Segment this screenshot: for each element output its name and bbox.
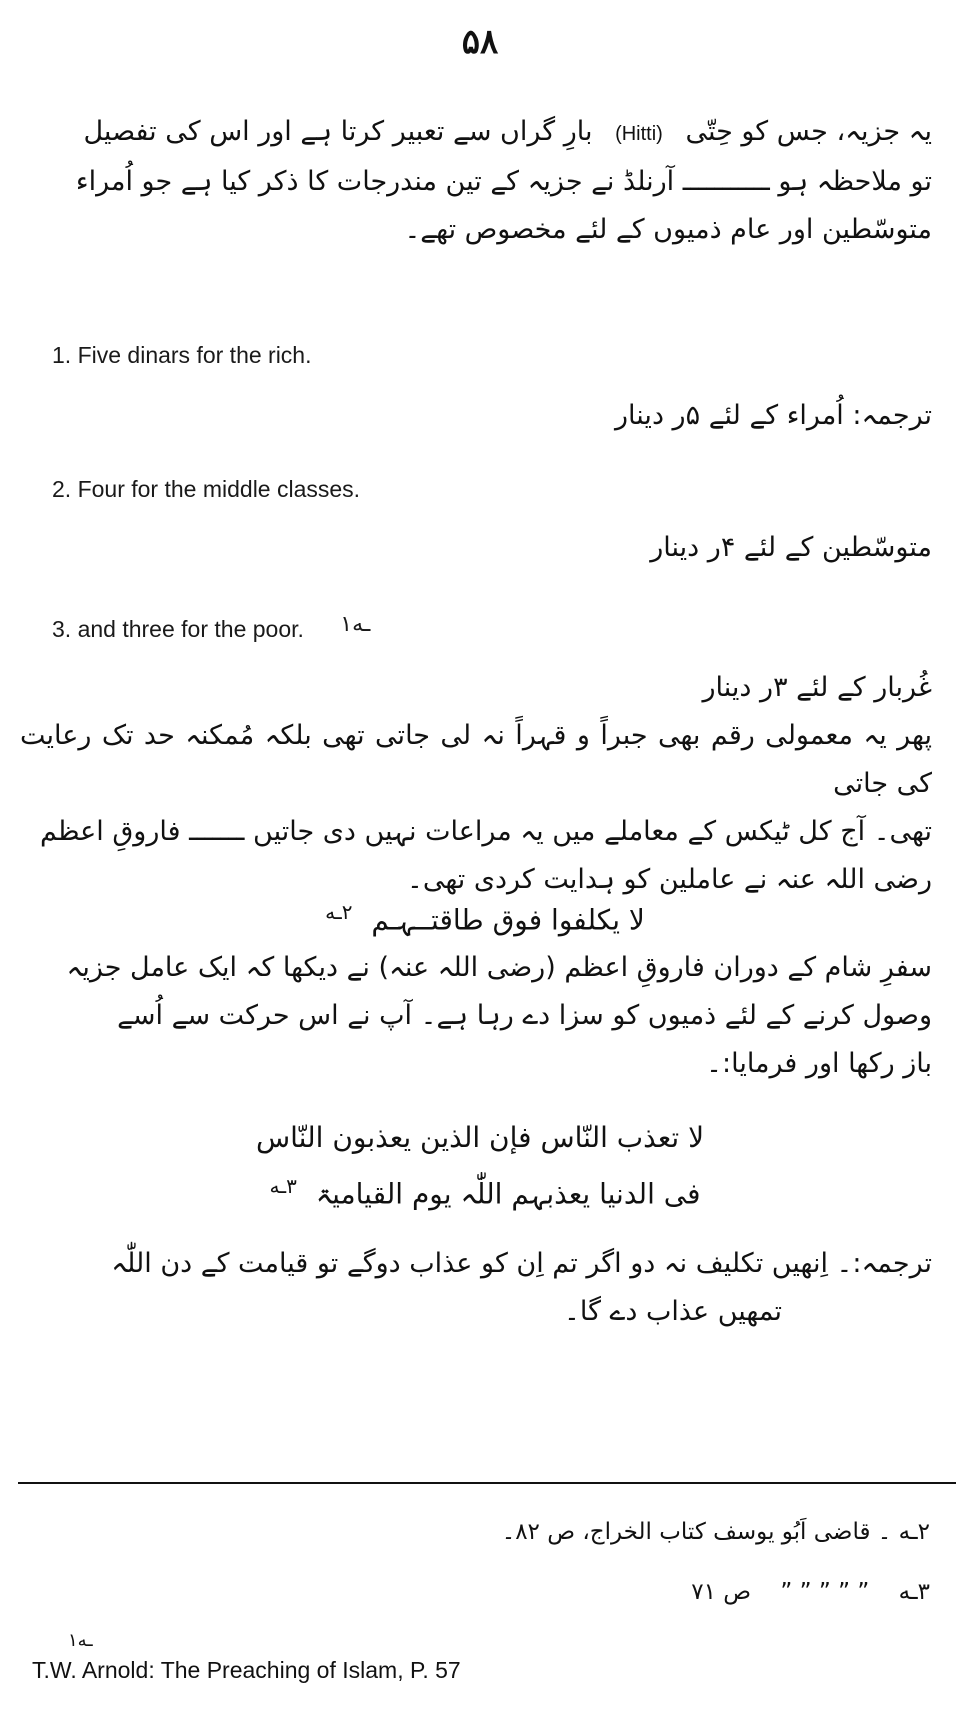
item-1-english: 1. Five dinars for the rich. [52, 342, 312, 368]
footnote-divider [18, 1482, 956, 1484]
translation-paragraph [20, 1240, 932, 1336]
footnote-3-marker: ۳ـه [898, 1579, 930, 1605]
syria-line-1: سفرِ شام کے دوران فاروقِ اعظم (رضی اللہ عنہ) نے دیکھا کہ ایک عامل جزیہ [66, 952, 932, 983]
arabic-quote-2-line-1: لا تعذب النّاس فإن الذین یعذبون النّاس [255, 1121, 705, 1154]
intro-line-1 [20, 108, 932, 158]
intro-line-1-start: یہ جزیہ، جس کو حِتّی [685, 116, 932, 147]
footnote-1-marker: ۱ـه [68, 1630, 93, 1651]
footnote-1-english: T.W. Arnold: The Preaching of Islam, P. 57 [32, 1657, 461, 1683]
syria-line-3: باز رکھا اور فرمایا:۔ [706, 1048, 932, 1079]
arabic-quote-1 [0, 888, 960, 944]
footnote-3 [30, 1574, 930, 1610]
footnote-2: ۲ـه ۔ قاضی اَبُو یوسف کتاب الخراج، ص ۸۲۔ [501, 1519, 930, 1545]
footnote-3-ditto-marks: ” ” ” ” ” [780, 1579, 870, 1605]
item-3-english-text: 3. and three for the poor. [52, 616, 304, 642]
syria-paragraph [20, 944, 932, 1088]
intro-line-2: تو ملاحظہ ہو ـــــــــــ آرنلڈ نے جزیہ کے تین مندرجات کا ذکر کیا ہے جو اُمراء [75, 166, 932, 197]
arabic-quote-1-text: لا یکلفوا فوق طاقتــہـم [371, 903, 645, 937]
concession-line-1: پھر یہ معمولی رقم بھی جبراً و قہراً نہ لی جاتی تھی بلکہ مُمکنہ حد تک رعایت کی جاتی [20, 720, 932, 799]
concession-line-3: رضی اللہ عنہ نے عاملین کو ہدایت کردی تھی۔ [407, 864, 932, 895]
translation-line-2: تمھیں عذاب دے گا۔ [564, 1296, 782, 1327]
arabic-quote-2 [0, 1114, 960, 1218]
hitti-name: (Hitti) [615, 123, 663, 145]
syria-line-2: وصول کرنے کے لئے ذمیوں کو سزا دے رہا ہے۔ آپ نے اس حرکت سے اُسے [117, 1000, 932, 1031]
concession-line-2: تھی۔ آج کل ٹیکس کے معاملے میں یہ مراعات نہیں دی جاتیں ـــــــ فاروقِ اعظم [40, 816, 932, 847]
footnote-3-page: ص ۷۱ [691, 1579, 752, 1605]
item-2-english: 2. Four for the middle classes. [52, 476, 361, 502]
item-3-urdu: غُربار کے لئے ۳ر دینار [702, 672, 932, 703]
arabic-quote-2-line-2 [0, 1162, 960, 1218]
item-2-urdu: متوسّطین کے لئے ۴ر دینار [650, 532, 932, 563]
intro-line-1-end: بارِ گراں سے تعبیر کرتا ہے اور اس کی تفصیل [83, 116, 593, 147]
translation-line-1: ترجمہ:۔ اِنھیں تکلیف نہ دو اگر تم اِن کو عذاب دوگے تو قیامت کے دن اللّٰہ [111, 1248, 932, 1279]
intro-line-3: متوسّطین اور عام ذمیوں کے لئے مخصوص تھے۔ [404, 214, 932, 245]
item-3-english [52, 610, 370, 644]
arabic-quote-2-line-2-text: فی الدنیا یعذبہم اللّٰہ یوم القیامیۃ [315, 1177, 701, 1211]
intro-paragraph [20, 108, 932, 254]
footnote-ref-3: ۳ـه [269, 1174, 297, 1198]
footnote-ref-1: ۱ـه [340, 612, 371, 637]
footnote-ref-2: ۲ـه [325, 900, 353, 924]
concession-paragraph [20, 712, 932, 904]
page-number: ۵۸ [461, 22, 499, 62]
item-1-urdu: ترجمہ: اُمراء کے لئے ۵ر دینار [615, 400, 932, 431]
